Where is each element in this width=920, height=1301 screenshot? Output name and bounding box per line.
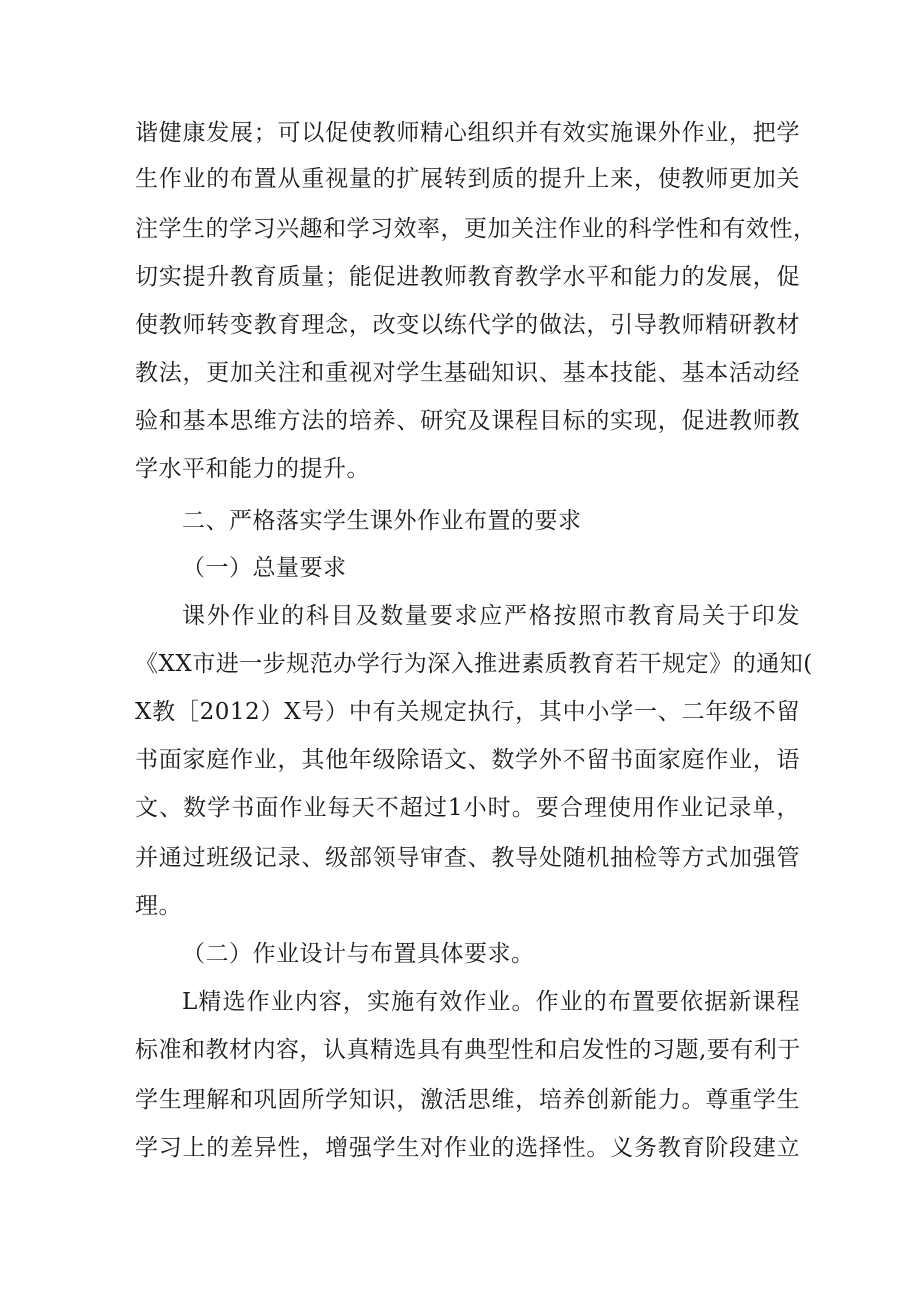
paragraph-2-line: 文、数学书面作业每天不超过1小时。要合理使用作业记录单，	[135, 795, 800, 821]
section-heading: 二、严格落实学生课外作业布置的要求	[182, 508, 582, 534]
paragraph-1-line: 生作业的布置从重视量的扩展转到质的提升上来，使教师更加关	[135, 166, 800, 192]
paragraph-1-line: 使教师转变教育理念，改变以练代学的做法，引导教师精研教材	[135, 312, 800, 338]
paragraph-3-line: 标准和教材内容，认真精选具有典型性和启发性的习题,要有利于	[135, 1037, 801, 1063]
paragraph-1-line: 切实提升教育质量；能促进教师教育教学水平和能力的发展，促	[135, 264, 800, 290]
paragraph-1-line: 教法，更加关注和重视对学生基础知识、基本技能、基本活动经	[135, 360, 800, 386]
paragraph-2-line: 理。	[135, 893, 182, 919]
paragraph-2-line: X教［2012）X号）中有关规定执行，其中小学一、二年级不留	[135, 699, 800, 725]
paragraph-3-line: L精选作业内容，实施有效作业。作业的布置要依据新课程	[182, 989, 800, 1015]
paragraph-3-line: 学生理解和巩固所学知识，激活思维，培养创新能力。尊重学生	[135, 1087, 800, 1113]
paragraph-2-line: 并通过班级记录、级部领导审查、教导处随机抽检等方式加强管	[135, 845, 800, 871]
paragraph-2-line: 课外作业的科目及数量要求应严格按照市教育局关于印发	[182, 603, 800, 629]
paragraph-1-line: 谐健康发展；可以促使教师精心组织并有效实施课外作业，把学	[135, 120, 800, 146]
paragraph-2-line: 《XX市进一步规范办学行为深入推进素质教育若干规定》的通知(	[135, 651, 813, 677]
paragraph-1-line: 学水平和能力的提升。	[135, 456, 370, 482]
paragraph-1-line: 验和基本思维方法的培养、研究及课程目标的实现，促进教师教	[135, 408, 800, 434]
subsection-heading-1: （一）总量要求	[182, 555, 347, 581]
paragraph-1-line: 注学生的学习兴趣和学习效率，更加关注作业的科学性和有效性，	[135, 216, 817, 242]
subsection-heading-2: （二）作业设计与布置具体要求。	[182, 941, 535, 967]
paragraph-2-line: 书面家庭作业，其他年级除语文、数学外不留书面家庭作业，语	[135, 747, 800, 773]
paragraph-3-line: 学习上的差异性，增强学生对作业的选择性。义务教育阶段建立	[135, 1135, 800, 1161]
